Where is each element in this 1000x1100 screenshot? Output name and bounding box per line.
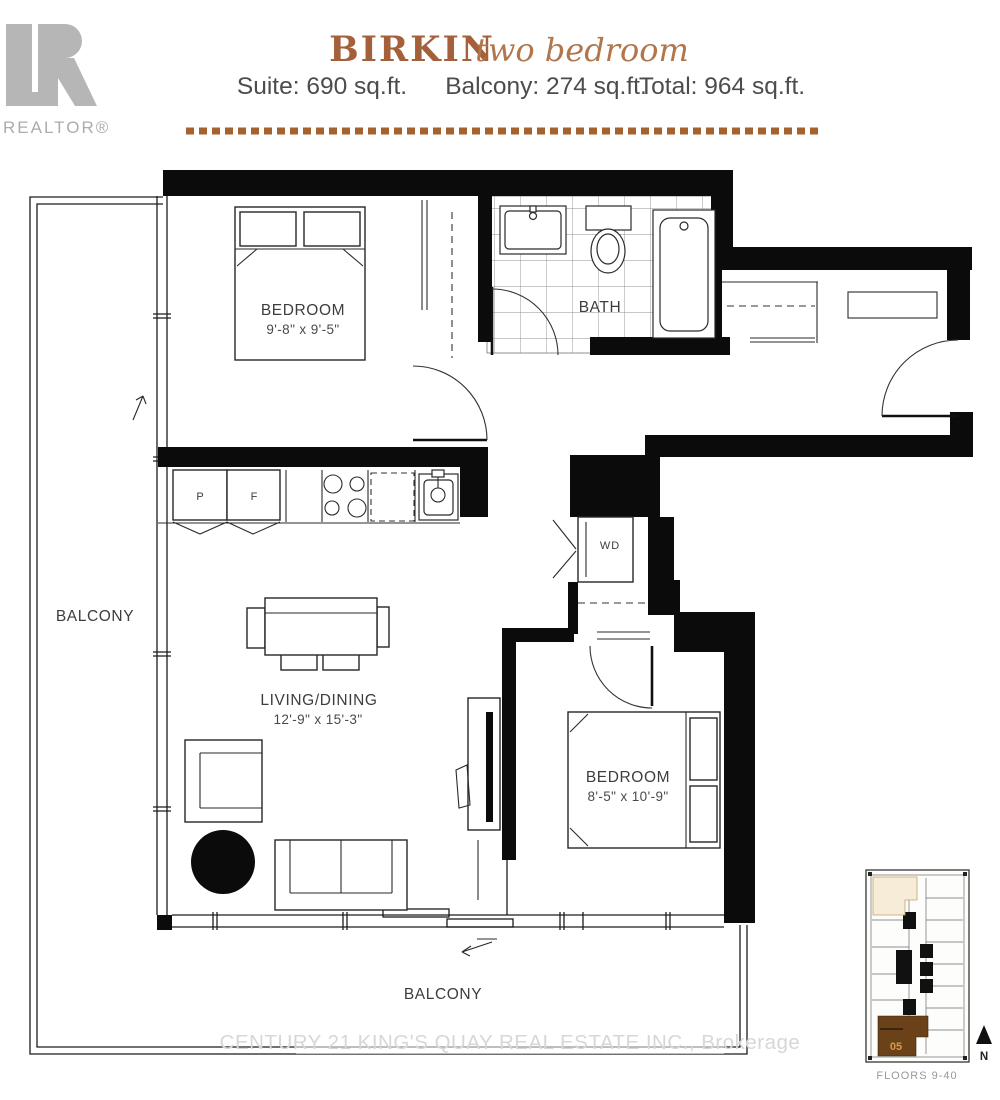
fridge-label: F: [250, 491, 258, 503]
laundry-unit: [578, 517, 633, 582]
entry-door: [882, 340, 958, 416]
stat-balcony: Balcony: 274 sq.ft.: [445, 73, 647, 100]
bedroom1-closet: [422, 200, 452, 358]
dining-table: [247, 598, 389, 670]
foyer-closet: [722, 282, 818, 343]
keyplan-unit-label: 05: [889, 1041, 903, 1053]
north-label: N: [979, 1051, 989, 1063]
sliding-door-arrow-icon: [462, 939, 497, 956]
laundry-bifold-door: [553, 520, 576, 578]
bathtub: [653, 210, 715, 338]
realtor-logo: [6, 24, 97, 106]
bedroom1-dims: 9'-8" x 9'-5": [266, 322, 340, 337]
balcony-door-arrow-icon: [133, 396, 146, 420]
bedroom1-label: BEDROOM: [260, 302, 346, 319]
realtor-logo-label: REALTOR®: [3, 118, 111, 137]
bedroom1-door: [413, 366, 487, 440]
kitchen-cooktop: [324, 475, 366, 517]
foyer-shelf: [848, 292, 937, 318]
bath-vanity-sink: [500, 206, 566, 254]
kitchen-dishwasher: [371, 473, 414, 521]
bed-1: [235, 207, 365, 360]
sliding-door-panel: [447, 919, 513, 927]
bedroom2-closet: [578, 603, 650, 639]
laundry-label: WD: [599, 540, 621, 552]
header-stats: [237, 73, 805, 100]
stat-suite: Suite: 690 sq.ft.: [236, 73, 408, 100]
stat-total: Total: 964 sq.ft.: [638, 73, 806, 100]
living-dims: 12'-9" x 15'-3": [273, 712, 363, 727]
balcony-bottom-label: BALCONY: [403, 986, 483, 1003]
window-wall-left: [153, 196, 172, 930]
kitchen-sink: [419, 470, 458, 520]
living-label: LIVING/DINING: [260, 692, 378, 709]
bedroom2-dims: 8'-5" x 10'-9": [587, 789, 669, 804]
balcony-left-label: BALCONY: [55, 608, 135, 625]
svg-text:CENTURY 21 KING'S QUAY REAL ES: CENTURY 21 KING'S QUAY REAL ESTATE INC., Brokerage: [219, 1031, 801, 1054]
armchair: [185, 740, 262, 822]
sofa: [275, 840, 407, 910]
bath-label: BATH: [578, 299, 622, 316]
bedroom2-label: BEDROOM: [585, 769, 671, 786]
bedroom2-door: [590, 646, 652, 708]
watermark: [220, 1031, 801, 1054]
pantry-label: P: [196, 491, 204, 503]
keyplan: [866, 870, 992, 1082]
window-wall-bottom: [172, 909, 724, 930]
keyplan-caption: FLOORS 9-40: [876, 1070, 958, 1082]
tv-unit: [456, 698, 500, 900]
page-subtitle: two bedroom: [475, 31, 689, 69]
north-arrow-icon: [976, 1025, 992, 1063]
coffee-table: [191, 830, 255, 894]
page-title: BIRKIN: [329, 29, 495, 70]
